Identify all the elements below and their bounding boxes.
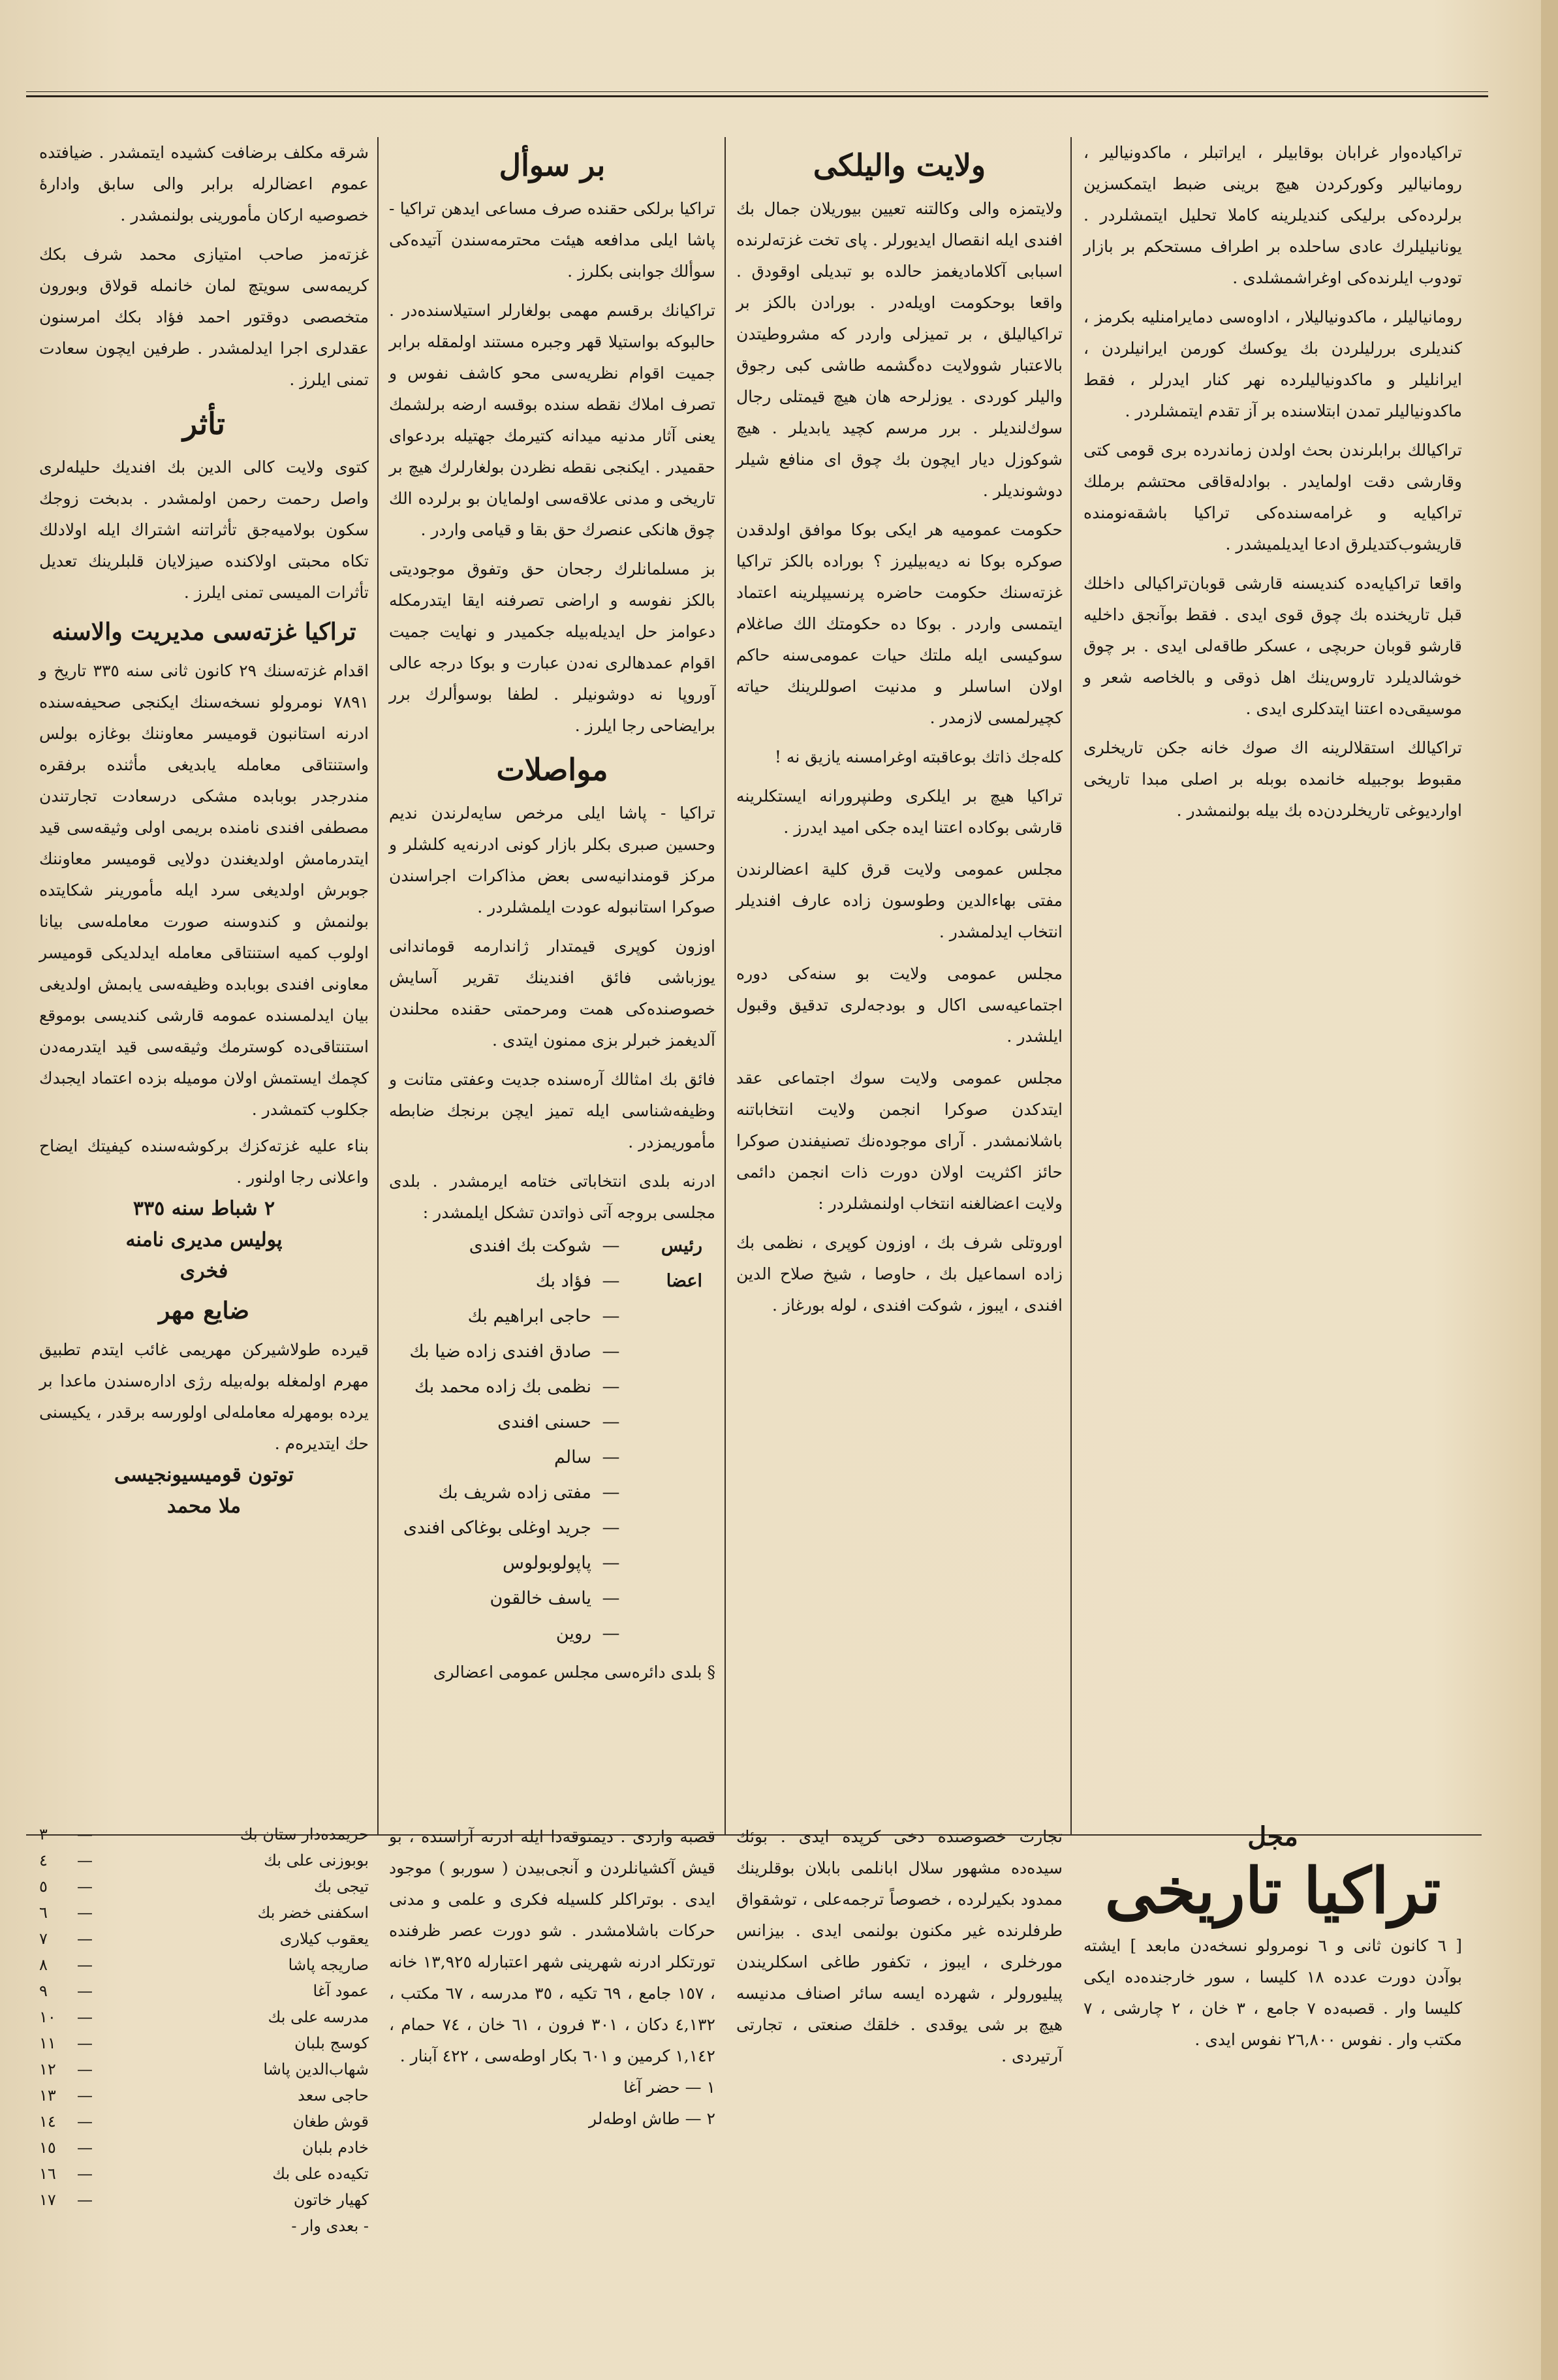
roster-role: [631, 1546, 702, 1581]
list-item-name: حاجی سعد: [298, 2086, 369, 2105]
serial-text: قصبه واردی . ديمتوقه‌دا ايله ادرنه آراسنده ، بو قيش آكشيانلردن و آنجی‌بيدن ( سوربو ) موجود ايدی . بوتراكلر كلسيله فكری و علمی و مدنی حركات باشلامشدر . شو دورت عصر ظرفنده تورتكلر ادرنه شهرينی شهر اعتبارله ١٣,٩٢٥ خانه ، ١٥٧ جامع ، ٦٩ تكيه ، ٣٥ مدرسه ، ٦٧ مكتب ، ٤,١٣٢ دكان ، ٣٠١ فرون ، ٦١ خان ، ٧٤ حمام ، ١,١٤٢ كرمين و ٦٠١ بكار اوطه‌سی ، ٤٢٢ آبنار .: [389, 1827, 715, 2065]
page-edge-binding: [1541, 0, 1558, 2380]
roster-role: [631, 1581, 702, 1616]
roster-name: مفتی زاده شريف بك: [438, 1482, 591, 1503]
roster-dash: —: [602, 1341, 620, 1362]
list-item-number: ٧: [39, 1930, 48, 1948]
roster-dash: —: [602, 1447, 620, 1467]
notice-signature-name: ملا محمد: [167, 1495, 241, 1518]
roster-name: ياسف خالقون: [490, 1588, 591, 1608]
article-text: شرقه مكلف برضافت كشيده ايتمشدر . ضيافتده عموم اعضالرله برابر والی سابق وادارهٔ خصوصيه اركان مأمورينی بولنمشدر .: [39, 143, 369, 225]
list-item: [39, 2161, 369, 2187]
list-item-name: كوسج بلبان: [294, 2034, 369, 2052]
roster-role: [631, 1370, 702, 1405]
masthead-rule: [26, 95, 1488, 97]
article-text: مجلس عمومی ولايت سوك اجتماعی عقد ايتدكدن صوكرا انجمن ولايت انتخاباتنه باشلانمشدر . آرای موجوده‌نك تصنيفندن صوكرا حائز اكثريت اولان دورت ذات انجمن دائمی ولايت اعضالغنه انتخاب اولنمشلردر :: [736, 1069, 1063, 1213]
article-text: بناء عليه غزته‌كزك بركوشه‌سنده كيفيتك ايضاح واعلانی رجا اولنور .: [39, 1136, 369, 1187]
roster-name: روين: [555, 1623, 591, 1644]
roster-entry: [402, 1405, 702, 1440]
article-text: اقدام غزته‌سنك ٢٩ كانون ثانی سنه ٣٣٥ تاريخ و ٧٨٩١ نومرولو نسخه‌سنك ايكنجی صحيفه‌سنده ادرنه استانبون قوميسر معاوننك بوغازه بولس واستنتاقی معامله يابديغی مأثنده برفقره مندرجدر بوبابده مشكی درسعادت تجارتندن مصطفی افندی نامنده بريمی اولی وثيقه‌سی قيد ايتدرمامش اولديغندن دولايی قوميسر معاوننك جوبرش اولديغی سرد ايله مأمورينر شكايتده بولنمش و كندوسنه صورت معامله‌سی بيانا اولوب كميه استنتاقی معامله ايدلديكی قوميسر معاونی افندی بوبابده وظيفه‌سی يابمش اولديغی بيان ايدلمسنده عمومه قارشی كنديسی بوموقع استنتاقی‌ده كوسترمك وثيقه‌سی قيد ايتدرمه‌دن كچمك ايستمش اولان موميله بزده اعتماد ايجبدك جكلوب كتمشدر .: [39, 661, 369, 1119]
roster-role: اعضا: [666, 1271, 702, 1291]
list-item-number: ٩: [39, 1982, 48, 2000]
roster-name: سالم: [553, 1447, 591, 1467]
roster-dash: —: [602, 1623, 620, 1644]
council-roster: [389, 1229, 715, 1652]
roster-dash: —: [602, 1482, 620, 1503]
list-item-number: ٦: [39, 1903, 48, 1922]
list-item: [39, 2135, 369, 2161]
list-item-name: مدرسه علی بك: [268, 2008, 369, 2026]
article-text: تراكيا هيچ بر ايلكری وطنپرورانه ايستكلرينه قارشی بوكاده اعتنا ايده جكی اميد ايدرز .: [736, 787, 1063, 837]
roster-dash: —: [602, 1518, 620, 1538]
list-item-number: ١٦: [39, 2165, 56, 2183]
article-text: تراكيا‌ده‌وار غرابان بوقابيلر ، ايراتبلر ، ماكدونيالير ، رومانيالير وكوركردن هيچ برينی ضبط ايتمكسزين برلردە‌كی برليكی كنديلرينه كاملا تحليل ايتمشلردر . يونانيليلرك عادی ساحلده بر اطراف مستحكم بر بازار تودوب ايلرنده‌كی اوغراشمشلدی .: [1083, 143, 1462, 287]
roster-role: رئيس: [661, 1236, 702, 1256]
list-item: [39, 1873, 369, 1900]
list-item-number: ١٤: [39, 2112, 56, 2131]
footer-left-text: [736, 1821, 1063, 2187]
roster-name: شوكت بك افندی: [469, 1236, 591, 1256]
roster-name: حاجی ابراهيم بك: [467, 1306, 591, 1326]
serial-label: مجل: [1247, 1821, 1298, 1852]
roster-entry: [402, 1616, 702, 1652]
article-text: كتوی ولايت كالی الدين بك افنديك حليله‌لری واصل رحمت رحمن اولمشدر . بدبخت زوجك سكون بولاميه‌جق تأثراتنه اشتراك ايله اولادلك تكاه محبتی اولاكنده صيزلايان قلبلرينك تعديل تأثرات الميسی تمنی ايلرز .: [39, 458, 369, 602]
column-rule: [377, 137, 379, 1834]
column-right: [1083, 137, 1462, 1834]
serial-text: تجارت خصوصنده دخی كرپده ايدی . بوئك سيده‌ده مشهور سلال ابانلمی بابلان بوقلرينك ممدود بكيرلرده ، خصوصاً ترجمه‌علی ، توشقواق طرفلرنده غير مكنون بولنمی ايدی . بيزانس مورخلری ، ايبوز ، تكفور طاغی اسكلريندن پيليورولر ، شهرده ايسه سائر اصناف مدنيسه هيچ بر شی يوقدی . خلقك صنعتی ، تجارتی آرتيردی .: [736, 1827, 1063, 2065]
roster-dash: —: [602, 1306, 620, 1326]
column-rule: [1070, 137, 1072, 1834]
roster-name: نظمی بك زاده محمد بك: [414, 1377, 591, 1397]
roster-entry: [402, 1546, 702, 1581]
roster-role: [631, 1334, 702, 1370]
list-item: [39, 1978, 369, 2004]
roster-name: حسنی افندی: [497, 1412, 591, 1432]
headline-condolence: تأثر: [182, 406, 225, 441]
roster-dash: —: [602, 1412, 620, 1432]
list-dash: —: [77, 2034, 93, 2052]
footer-mid-text: [389, 1821, 715, 2187]
list-dash: —: [77, 2138, 93, 2157]
roster-role: [631, 1616, 702, 1652]
headline-vilayet: ولايت واليلكی: [813, 148, 986, 183]
list-item-name: تيجی بك: [314, 1877, 369, 1896]
serial-title: تراكيا تاريخی: [1104, 1854, 1441, 1928]
list-item-name: صاريجه پاشا: [288, 1956, 369, 1974]
list-item-name: اسكفنی خضر بك: [257, 1903, 369, 1922]
letter-signature-title: پوليس مديری نامنه: [125, 1229, 283, 1251]
roster-name: فؤاد بك: [535, 1271, 591, 1291]
list-item: [39, 1900, 369, 1926]
headline-letter: تراكيا غزته‌سی مديريت والاسنه: [52, 618, 356, 646]
list-item-name: كهيار خاتون: [293, 2191, 369, 2209]
list-item-name: شهاب‌الدين پاشا: [263, 2060, 369, 2078]
roster-role: [631, 1475, 702, 1511]
article-text: تراكيالك برابلرندن بحث اولدن زماندرده بری قومی كتی وقارشی دقت اولمايدر . بوادله‌قاقی محتشم برملك تراكيايه و غرامه‌سنده‌كی تراكيا باشقه‌نومنده قاريشوب‌كتديلرق ادعا ايديلميشدر .: [1083, 441, 1462, 554]
masthead-rule-thin: [26, 91, 1488, 92]
column-left: [39, 137, 369, 1834]
article-text: رومانيالیلر ، ماكدونيالیلار ، اداوه‌سی دمايرامنليه بكرمز ، كنديلری بررليلردن بك يوكسك كورمن ايرانيلردن ، ايرانليلر و ماكدونيالیلرده نهر كنار ايدرلر ، فقط ماكدونيالیلر تمدن ابتلاسنده بر آز تقدم ايتمشلردر .: [1083, 307, 1462, 420]
list-dash: —: [77, 1930, 93, 1948]
list-item: [39, 2030, 369, 2056]
headline-question: بر سوأل: [499, 148, 606, 183]
article-text: تراكيا - پاشا ايلی مرخص سايه‌لرندن نديم وحسين صبری بكلر بازار كونی ادرنه‌يه كلشلر و مركز قومندانيه‌سی بعض مذاكرات اجراسندن صوكرا استانبوله عودت ايلمشلردر .: [389, 804, 715, 916]
roster-entry: [402, 1370, 702, 1405]
roster-caption: § بلدی دائره‌سی مجلس عمومی اعضالری: [433, 1663, 715, 1682]
list-item-number: ١١: [39, 2034, 56, 2052]
notice-signature-title: توتون قوميسيونجيسی: [114, 1464, 294, 1486]
article-text: اوزون كوپری قيمتدار ژاندارمه قوماندانی يوزباشی فائق افندينك تقرير آسايش خصوصنده‌كی همت ومرحمتی حقنده محلندن آلديغمز خبرلر بزی ممنون ايتدی .: [389, 937, 715, 1050]
article-text: مجلس عمومی ولايت قرق كلية اعضالرندن مفتی بهاءالدين وطوسون زاده عارف افنديلر انتخاب ايدلمشدر .: [736, 860, 1063, 941]
article-text: كلەجك ذاتك بوعاقبته اوغرامسنه يازيق نه !: [774, 747, 1063, 766]
list-item: [39, 2187, 369, 2213]
list-item: [39, 1821, 369, 1847]
list-dash: —: [77, 1982, 93, 2000]
roster-entry: [402, 1299, 702, 1334]
roster-entry: [402, 1511, 702, 1546]
roster-role: [631, 1511, 702, 1546]
list-item: [39, 2108, 369, 2135]
list-item-name: قوش طغان: [292, 2112, 369, 2131]
list-item-name: عمود آغا: [313, 1982, 369, 2000]
roster-name: پاپولوبولوس: [503, 1553, 591, 1573]
list-item-number: ١٠: [39, 2008, 56, 2026]
article-text: تراكيانك برقسم مهمی بولغارلر استيلاسنده‌در . حالبوكه بواستيلا قهر وجبره مستند اولمقله برابر جميت اقوام نظريه‌سی محو كاشف نفوس و تصرف املاك نقطه سنده بوقسه ارضه برلشمك يعنی آثار مدنيه ميدانه كتيرمك جهتيله بردعوای حقميدر . ايكنجی نقطه نظردن بولغارلرك هيچ بر تاريخی و مدنی علاقه‌سی اولمايان بو برلرده الك چوق هانكی عنصرك حق بقا و قيامی واردر .: [389, 301, 715, 539]
list-item-number: ١٣: [39, 2086, 56, 2105]
headline-transport: مواصلات: [496, 752, 608, 787]
list-item: [39, 1926, 369, 1952]
list-item-number: ٥: [39, 1877, 48, 1896]
article-text: ولايتمزه والی وكالتنه تعيين بيوريلان جمال بك افندی ايله انقصال ايديورلر . پای تخت غزته‌لرنده اسبابی آكلاماديغمز حالده بو تبديلی اوقودق . واقعا بوحكومت اويله‌در . بورادن بالكز بر تراكيالیلق ، بر تميزلی واردر كه مشروطيتدن بالاعتبار شوولايت دەگشمە طاشی كبی رجوق واليلر كوردی . يوزلرحه هان هيچ قيمتلی رجال سوك‌لنديلر . برر مرسم كچيد يابديلر . هيچ شوكوزل ديار ايچون بك چوق ای منافع شيلر دوشونديلر .: [736, 199, 1063, 500]
column-second: [736, 137, 1063, 1834]
serial-list-item: ١ — حضر آغا: [623, 2078, 715, 2097]
serial-text: [ ٦ كانون ثانی و ٦ نومرولو نسخه‌دن مابعد ] ايشته بوآدن دورت عدده ١٨ كليسا ، سور خارجنده‌ده ايكی كليسا وار . قصبه‌ده ٧ جامع ، ٣ خان ، ٢ چارشی ، ٧ مكتب وار . نفوس ٢٦,٨٠٠ نفوس ايدی .: [1083, 1936, 1463, 2049]
roster-entry: [402, 1264, 702, 1299]
list-item: [39, 2082, 369, 2108]
column-third: [389, 137, 715, 1834]
list-item-name: حريمده‌دار ستان بك: [240, 1825, 369, 1843]
list-item: [39, 2056, 369, 2082]
list-item-number: ١٢: [39, 2060, 56, 2078]
list-item-number: ٤: [39, 1851, 48, 1870]
list-dash: —: [77, 2165, 93, 2183]
article-text: ادرنه بلدی انتخاباتی ختامه ايرمشدر . بلدی مجلسی بروجه آتی ذواتدن تشكل ايلمشدر :: [389, 1172, 715, 1222]
list-item-name: يعقوب كيلاری: [279, 1930, 369, 1948]
roster-role: [631, 1405, 702, 1440]
headline-lost-seal: ضايع مهر: [159, 1297, 249, 1324]
list-dash: —: [77, 1877, 93, 1896]
article-text: قيرده طولاشيركن مهريمی غائب ايتدم تطبيق مهرم اولمغله بوله‌بيله رژی ادارەسندن ماعدا بر يرده بومهرله معامله‌لی اولورسه برقدر ، يكيسنی حك ايتديرەم .: [39, 1340, 369, 1453]
letter-date: ٢ شباط سنه ٣٣٥: [132, 1197, 275, 1220]
continued-note: - بعدی وار -: [291, 2217, 369, 2235]
list-dash: —: [77, 2086, 93, 2105]
list-item-name: خادم بلبان: [302, 2138, 369, 2157]
list-dash: —: [77, 2112, 93, 2131]
list-dash: —: [77, 2191, 93, 2209]
list-dash: —: [77, 1825, 93, 1843]
roster-dash: —: [602, 1271, 620, 1291]
roster-name: صادق افندی زاده ضيا بك: [409, 1341, 591, 1362]
article-text: اوروتلی شرف بك ، اوزون كوپری ، نظمی بك زاده اسماعيل بك ، حاوصا ، شيخ صلاح الدين افندی ، ايبوز ، شوكت افندی ، لوله بورغاز .: [736, 1233, 1063, 1315]
roster-role: [631, 1299, 702, 1334]
article-text: حكومت عموميه هر ايكی بوكا موافق اولدقدن صوكره بوكا نه ديه‌بيليرز ؟ بوراده بالكز تراكيا غزته‌سنك حكومت حاضره پرنسيپلرينه اعتماد ايتمسی واردر . بوكا ده حكومتك الك صاغلام سوكيسی ايله ملتك حيات عمومی‌سنه حاكم اولان اساسلر و مدنيت اصوللرينك حياته كچيرلمسی لازمدر .: [736, 520, 1063, 727]
list-item-name: بوبوزنی علی بك: [264, 1851, 369, 1870]
roster-dash: —: [602, 1377, 620, 1397]
serial-header-block: [1083, 1821, 1462, 2187]
roster-dash: —: [602, 1553, 620, 1573]
roster-name: جريد اوغلی بوغاكی افندی: [403, 1518, 591, 1538]
list-dash: —: [77, 1956, 93, 1974]
roster-dash: —: [602, 1588, 620, 1608]
list-dash: —: [77, 2060, 93, 2078]
article-text: فائق بك امثالك آرەسنده جديت وعفتی متانت و وظيفه‌شناسی ايله تميز ايچن برنجك ضابطه مأموريمزدر .: [389, 1070, 715, 1151]
article-text: مجلس عمومی ولايت بو سنه‌كی دوره اجتماعيه‌سی اكال و بودجه‌لری تدقيق وقبول ايلشدر .: [736, 964, 1063, 1046]
list-dash: —: [77, 1851, 93, 1870]
column-rule: [724, 137, 726, 1834]
article-text: واقعا تراكيايەده كنديسنه قارشی قوبان‌تراكيالی داخلك قبل تاريخنده بك چوق قوی ايدی . فقط بوآنجق داخليه قارشو قوبان حربچی ، عسكر طاقه‌لی ايدی . بر چوق خوشالديلرد تاروس‌ينك اهل ذوقی و بالخاصه شعر و موسيقی‌ده اعتنا ايتدكلری ايدی .: [1083, 574, 1462, 718]
list-dash: —: [77, 2008, 93, 2026]
list-item-number: ٣: [39, 1825, 48, 1843]
roster-entry: [402, 1334, 702, 1370]
list-dash: —: [77, 1903, 93, 1922]
roster-entry: [402, 1475, 702, 1511]
roster-role: [631, 1440, 702, 1475]
roster-entry: [402, 1440, 702, 1475]
serial-list-item: ٢ — طاش اوطه‌لر: [588, 2109, 715, 2128]
roster-entry: [402, 1229, 702, 1264]
article-text: غزته‌مز صاحب امتيازی محمد شرف بكك كريمه‌سی سويتچ لمان خانمله قولاق وبورون متخصصی دوقتور احمد فؤاد بكك امرسنون عقدلری اجرا ايدلمشدر . طرفين ايچون سعادت تمنی ايلرز .: [39, 245, 369, 389]
list-item-name: تكيه‌ده علی بك: [272, 2165, 369, 2183]
list-item: [39, 2004, 369, 2030]
article-text: تراكيالك استقلالرينه اك صوك خانه جكن تاريخلری مقبوط بوجبيله خانمده بوبله بر اصلی مبدا تاريخی اوارديوغی تاريخلردن‌ده بك بيله بولنمشدر .: [1083, 738, 1462, 820]
list-item: [39, 1952, 369, 1978]
list-item: [39, 1847, 369, 1873]
list-item-number: ١٧: [39, 2191, 56, 2209]
footer-list: [39, 1821, 369, 2235]
letter-signature-name: فخری: [179, 1260, 228, 1283]
article-text: تراكيا برلكی حقنده صرف مساعی ايدهن تراكيا - پاشا ايلی مدافعه هيئت محترمه‌سندن آتيده‌كی سوألك جوابنی بكلرز .: [389, 199, 715, 281]
roster-entry: [402, 1581, 702, 1616]
list-item-number: ١٥: [39, 2138, 56, 2157]
roster-dash: —: [602, 1236, 620, 1256]
list-item-number: ٨: [39, 1956, 48, 1974]
article-text: بز مسلمانلرك رجحان حق وتفوق موجوديتی بالكز نفوسه و اراضی تصرفنه ايقا ايتدرمكله دعوامز حل ايديله‌بيله جكميدر و نهايت جميت اقوام عمدهالری نه‌دن عبارت و بوكا درجه عالی آوروپا نه دوشونيلر . لطفا بوسوألرك برر برايضاحی رجا ايلرز .: [389, 559, 715, 735]
